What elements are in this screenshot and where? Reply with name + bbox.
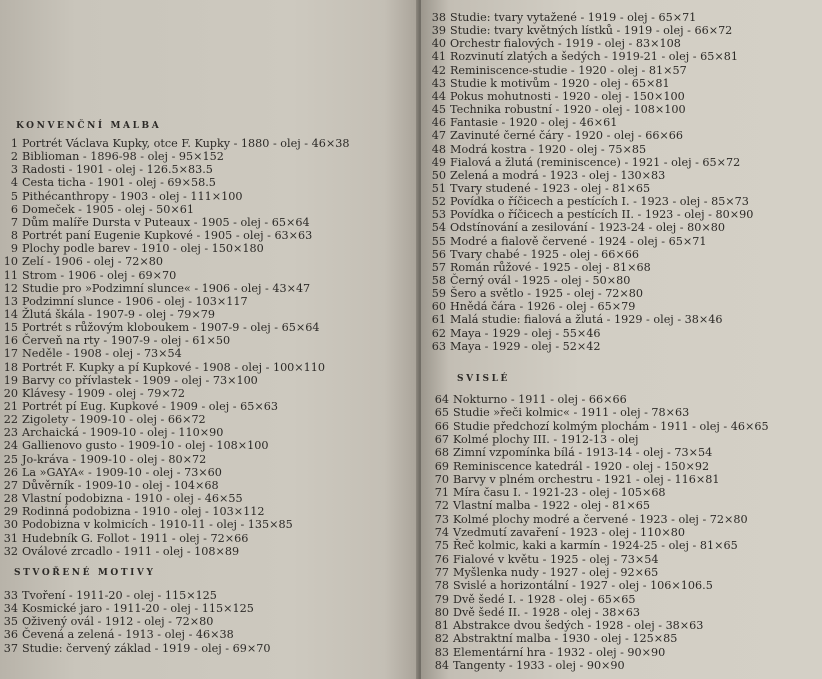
entry-text: Řeč kolmic, kaki a karmín - 1924-25 - olej - 81×65: [453, 539, 738, 553]
entry-text: Studie předchozí kolmým plochám - 1911 - olej - 46×65: [453, 419, 769, 433]
entry-text: Vzedmutí zavaření - 1923 - olej - 110×80: [453, 526, 686, 539]
entry-number: 9: [10, 242, 18, 256]
catalog-entry: [428, 248, 639, 261]
catalog-entry: [431, 593, 636, 606]
catalog-entry: [428, 103, 686, 116]
entry-text: Povídka o říčicech a pestících II. - 1923 - olej - 80×90: [450, 208, 754, 222]
entry-number: 49: [431, 155, 446, 169]
entry-number: 28: [3, 492, 18, 506]
catalog-entry: [0, 295, 248, 308]
entry-text: Portrét Václava Kupky, otce F. Kupky - 1880 - olej - 46×38: [22, 137, 350, 150]
entry-number: 6: [10, 202, 18, 216]
entry-number: 33: [3, 589, 18, 602]
entry-number: 62: [431, 326, 446, 340]
catalog-entry: [0, 334, 230, 347]
catalog-entry: [0, 492, 243, 505]
catalog-entry: [428, 261, 651, 274]
entry-text: Jo-kráva - 1909-10 - olej - 80×72: [22, 452, 207, 466]
catalog-entry: [0, 216, 310, 229]
entry-text: Dvě šedé II. - 1928 - olej - 38×63: [453, 605, 640, 619]
catalog-entry: [0, 387, 185, 400]
catalog-entry: [431, 473, 720, 486]
catalog-entry: [0, 163, 213, 176]
right-page: [421, 0, 822, 679]
catalog-entry: [0, 400, 278, 413]
catalog-entry: [431, 632, 677, 645]
entry-text: Důvěrník - 1909-10 - olej - 104×68: [22, 478, 219, 492]
entry-text: Oživený ovál - 1912 - olej - 72×80: [22, 615, 214, 629]
catalog-entry: [0, 150, 224, 163]
catalog-entry: [431, 566, 658, 579]
entry-number: 67: [434, 432, 449, 446]
entry-text: Reminiscence katedrál - 1920 - olej - 150×92: [453, 459, 710, 473]
entry-number: 75: [434, 539, 449, 553]
catalog-entry: [0, 269, 176, 282]
entry-text: Strom - 1906 - olej - 69×70: [22, 268, 177, 282]
entry-text: Černý ovál - 1925 - olej - 50×80: [450, 274, 631, 287]
entry-number: 2: [10, 150, 18, 164]
entry-number: 41: [431, 50, 446, 64]
entry-text: Tvoření - 1911-20 - olej - 115×125: [22, 589, 217, 602]
catalog-entry: [428, 169, 665, 182]
entry-number: 11: [3, 268, 18, 282]
entry-text: Fialové v květu - 1925 - olej - 73×54: [453, 552, 659, 566]
entry-number: 38: [431, 11, 446, 24]
entry-number: 76: [434, 552, 449, 566]
catalog-entry: [0, 347, 182, 360]
entry-number: 37: [3, 641, 18, 655]
entry-number: 74: [434, 526, 449, 539]
entry-number: 55: [431, 234, 446, 248]
catalog-entry: [0, 642, 270, 655]
catalog-entry: [0, 532, 248, 545]
entry-text: Archaická - 1909-10 - olej - 110×90: [22, 426, 224, 440]
catalog-entry: [0, 242, 264, 255]
entry-number: 12: [3, 281, 18, 295]
entry-number: 73: [434, 512, 449, 526]
entry-text: Podzimní slunce - 1906 - olej - 103×117: [22, 294, 248, 308]
entry-text: Studie: tvary květných lístků - 1919 - olej - 66×72: [450, 24, 733, 38]
catalog-entry: [0, 255, 163, 268]
entry-number: 31: [3, 531, 18, 545]
entry-text: Modrá kostra - 1920 - olej - 75×85: [450, 142, 647, 156]
entry-text: Gallienovo gusto - 1909-10 - olej - 108×100: [22, 439, 269, 453]
catalog-entry: [428, 37, 681, 50]
entry-text: Plochy podle barev - 1910 - olej - 150×180: [22, 242, 264, 256]
entry-number: 51: [431, 181, 446, 195]
entry-text: Zigolety - 1909-10 - olej - 66×72: [22, 413, 206, 427]
entry-number: 23: [3, 426, 18, 440]
entry-text: Technika robustní - 1920 - olej - 108×100: [450, 103, 686, 117]
entry-text: Pokus mohutnosti - 1920 - olej - 150×100: [450, 89, 685, 103]
entry-text: Hnědá čára - 1926 - olej - 65×79: [450, 300, 636, 314]
entry-text: Červeň na rty - 1907-9 - olej - 61×50: [22, 334, 231, 348]
catalog-entry: [431, 619, 703, 632]
entry-text: Portrét pí Eug. Kupkové - 1909 - olej - 65×63: [22, 400, 278, 413]
entry-text: Barvy v plném orchestru - 1921 - olej - 116×81: [453, 472, 720, 486]
entry-text: Kolmé plochy modré a červené - 1923 - olej - 72×80: [453, 512, 748, 526]
entry-text: Pithécanthropy - 1903 - olej - 111×100: [22, 189, 243, 203]
entry-number: 1: [10, 137, 18, 150]
entry-text: Studie k motivům - 1920 - olej - 65×81: [450, 76, 670, 90]
entry-number: 60: [431, 300, 446, 314]
entry-number: 26: [3, 465, 18, 479]
catalog-entry: [0, 308, 215, 321]
entry-number: 17: [3, 347, 18, 361]
entry-number: 58: [431, 274, 446, 287]
entry-text: Neděle - 1908 - olej - 73×54: [22, 347, 182, 361]
catalog-entry: [428, 24, 732, 37]
entry-text: Oválové zrcadlo - 1911 - olej - 108×89: [22, 544, 240, 558]
catalog-entry: [0, 374, 258, 387]
entry-number: 52: [431, 195, 446, 209]
entry-number: 19: [3, 373, 18, 387]
catalog-entry: [0, 602, 254, 615]
catalog-entry: [428, 77, 670, 90]
catalog-entry: [431, 659, 625, 672]
entry-text: Kolmé plochy III. - 1912-13 - olej: [453, 432, 639, 446]
entry-text: Zimní vzpomínka bílá - 1913-14 - olej - 73×54: [453, 446, 713, 460]
entry-text: Maya - 1929 - olej - 52×42: [450, 339, 601, 353]
entry-text: Portrét s růžovým kloboukem - 1907-9 - olej - 65×64: [22, 321, 320, 335]
entry-text: Míra času I. - 1921-23 - olej - 105×68: [453, 486, 666, 500]
entry-text: Podobizna v kolmicích - 1910-11 - olej - 135×85: [22, 518, 293, 532]
entry-number: 56: [431, 247, 446, 261]
catalog-entry: [431, 513, 748, 526]
entry-text: Šero a světlo - 1925 - olej - 72×80: [450, 287, 644, 301]
catalog-entry: [0, 426, 223, 439]
entry-text: Tvary studené - 1923 - olej - 81×65: [450, 181, 651, 195]
catalog-entry: [431, 539, 738, 552]
catalog-entry: [0, 413, 206, 426]
catalog-entry: [428, 11, 696, 24]
catalog-entry: [428, 143, 646, 156]
entry-number: 65: [434, 406, 449, 420]
entry-text: Svislé a horizontální - 1927 - olej - 106×106.5: [453, 579, 713, 593]
entry-text: Cesta ticha - 1901 - olej - 69×58.5: [22, 176, 216, 190]
entry-number: 16: [3, 334, 18, 348]
catalog-entry: [428, 221, 725, 234]
entry-number: 46: [431, 116, 446, 130]
entry-number: 54: [431, 221, 446, 235]
catalog-entry: [428, 274, 630, 287]
catalog-entry: [0, 439, 269, 452]
entry-number: 20: [3, 386, 18, 400]
entry-text: Odstínování a zesilování - 1923-24 - olej - 80×80: [450, 221, 725, 235]
entry-number: 3: [10, 163, 18, 177]
entry-text: Radosti - 1901 - olej - 126.5×83.5: [22, 163, 213, 177]
entry-text: Portrét F. Kupky a pí Kupkové - 1908 - olej - 100×110: [22, 360, 326, 374]
catalog-entry: [0, 321, 319, 334]
catalog-entry: [0, 137, 349, 150]
entry-number: 18: [3, 360, 18, 374]
catalog-entry: [0, 505, 264, 518]
entry-number: 79: [434, 592, 449, 606]
catalog-entry: [428, 64, 687, 77]
catalog-entry: [428, 235, 706, 248]
entry-number: 24: [3, 439, 18, 453]
entry-number: 42: [431, 63, 446, 77]
entry-text: Fantasie - 1920 - olej - 46×61: [450, 116, 618, 130]
catalog-entry: [428, 313, 723, 326]
entry-text: Myšlenka nudy - 1927 - olej - 92×65: [453, 565, 659, 579]
catalog-entry: [431, 460, 709, 473]
entry-text: Studie pro »Podzimní slunce« - 1906 - olej - 43×47: [22, 281, 311, 295]
entry-text: Klávesy - 1909 - olej - 79×72: [22, 386, 186, 400]
section-heading: STVOŘENÉ MOTIVY: [14, 568, 156, 578]
entry-number: 82: [434, 632, 449, 646]
catalog-entry: [431, 499, 650, 512]
entry-number: 15: [3, 321, 18, 335]
entry-number: 10: [3, 255, 18, 269]
entry-text: Abstraktní malba - 1930 - olej - 125×85: [453, 632, 678, 646]
catalog-entry: [0, 479, 219, 492]
entry-number: 50: [431, 168, 446, 182]
catalog-entry: [0, 190, 242, 203]
catalog-entry: [431, 393, 627, 406]
entry-text: Reminiscence-studie - 1920 - olej - 81×57: [450, 63, 687, 77]
entry-number: 14: [3, 307, 18, 321]
catalog-entry: [431, 406, 689, 419]
entry-text: Román růžové - 1925 - olej - 81×68: [450, 260, 651, 274]
entry-number: 63: [431, 339, 446, 353]
catalog-entry: [428, 300, 635, 313]
entry-text: Studie »řeči kolmic« - 1911 - olej - 78×63: [453, 406, 690, 420]
catalog-entry: [428, 156, 740, 169]
entry-number: 25: [3, 452, 18, 466]
entry-text: Barvy co přívlastek - 1909 - olej - 73×100: [22, 373, 258, 387]
entry-number: 5: [10, 189, 18, 203]
catalog-entry: [0, 466, 222, 479]
entry-text: Orchestr fialových - 1919 - olej - 83×108: [450, 37, 681, 51]
entry-number: 80: [434, 605, 449, 619]
entry-text: Nokturno - 1911 - olej - 66×66: [453, 393, 627, 406]
catalog-entry: [428, 327, 601, 340]
entry-text: Abstrakce dvou šedých - 1928 - olej - 38×63: [453, 619, 704, 633]
section-heading: SVISLÉ: [457, 374, 510, 384]
catalog-entry: [0, 615, 213, 628]
catalog-entry: [431, 646, 665, 659]
catalog-entry: [0, 628, 234, 641]
entry-number: 30: [3, 518, 18, 532]
entry-number: 44: [431, 89, 446, 103]
catalog-entry: [428, 195, 749, 208]
entry-number: 4: [10, 176, 18, 190]
entry-number: 70: [434, 472, 449, 486]
entry-number: 72: [434, 499, 449, 513]
entry-number: 43: [431, 76, 446, 90]
entry-text: Fialová a žlutá (reminiscence) - 1921 - olej - 65×72: [450, 155, 741, 169]
catalog-entry: [428, 287, 643, 300]
catalog-entry: [431, 433, 638, 446]
catalog-entry: [428, 50, 738, 63]
entry-number: 21: [3, 400, 18, 413]
entry-number: 57: [431, 260, 446, 274]
catalog-entry: [431, 606, 640, 619]
catalog-entry: [0, 282, 310, 295]
entry-text: Zelí - 1906 - olej - 72×80: [22, 255, 163, 269]
entry-number: 66: [434, 419, 449, 433]
entry-number: 40: [431, 37, 446, 51]
catalog-entry: [428, 129, 683, 142]
entry-text: Rozvinutí zlatých a šedých - 1919-21 - olej - 65×81: [450, 50, 738, 64]
entry-number: 53: [431, 208, 446, 222]
catalog-entry: [431, 446, 712, 459]
entry-text: Tvary chabé - 1925 - olej - 66×66: [450, 247, 639, 261]
entry-text: Studie: tvary vytažené - 1919 - olej - 65×71: [450, 11, 697, 24]
entry-text: Zelená a modrá - 1923 - olej - 130×83: [450, 168, 666, 182]
entry-number: 32: [3, 544, 18, 558]
catalog-entry: [431, 579, 713, 592]
catalog-entry: [428, 208, 753, 221]
catalog-entry: [431, 486, 666, 499]
entry-number: 68: [434, 446, 449, 460]
catalog-entry: [431, 553, 659, 566]
catalog-entry: [0, 545, 239, 558]
entry-number: 78: [434, 579, 449, 593]
entry-text: Dvě šedé I. - 1928 - olej - 65×65: [453, 592, 636, 606]
catalog-entry: [428, 182, 650, 195]
entry-number: 83: [434, 645, 449, 659]
entry-text: Povídka o říčicech a pestících I. - 1923 - olej - 85×73: [450, 195, 749, 209]
entry-number: 13: [3, 294, 18, 308]
entry-number: 61: [431, 313, 446, 327]
entry-number: 8: [10, 229, 18, 243]
catalog-entry: [0, 589, 217, 602]
entry-text: Dům malíře Dursta v Puteaux - 1905 - olej - 65×64: [22, 215, 310, 229]
entry-number: 47: [431, 129, 446, 143]
entry-text: Portrét paní Eugenie Kupkové - 1905 - olej - 63×63: [22, 229, 313, 243]
entry-number: 29: [3, 505, 18, 519]
entry-text: Žlutá škála - 1907-9 - olej - 79×79: [22, 307, 216, 321]
entry-number: 7: [10, 215, 18, 229]
section-heading: KONVENČNÍ MALBA: [16, 121, 162, 131]
entry-text: Domeček - 1905 - olej - 50×61: [22, 202, 194, 216]
entry-number: 69: [434, 459, 449, 473]
entry-number: 34: [3, 602, 18, 616]
catalog-entry: [428, 116, 617, 129]
entry-number: 64: [434, 393, 449, 406]
entry-text: Vlastní malba - 1922 - olej - 81×65: [453, 499, 650, 513]
catalog-entry: [0, 361, 325, 374]
entry-number: 84: [434, 659, 449, 672]
entry-text: Maya - 1929 - olej - 55×46: [450, 326, 601, 340]
catalog-entry: [0, 229, 312, 242]
entry-text: Malá studie: fialová a žlutá - 1929 - olej - 38×46: [450, 313, 723, 327]
entry-text: Vlastní podobizna - 1910 - olej - 46×55: [22, 492, 243, 506]
entry-number: 77: [434, 565, 449, 579]
entry-text: La »GAYA« - 1909-10 - olej - 73×60: [22, 465, 222, 479]
entry-text: Modré a fialově červené - 1924 - olej - 65×71: [450, 234, 707, 248]
entry-text: Kosmické jaro - 1911-20 - olej - 115×125: [22, 602, 254, 616]
entry-number: 36: [3, 628, 18, 642]
entry-number: 22: [3, 413, 18, 427]
entry-text: Zavinuté černé čáry - 1920 - olej - 66×66: [450, 129, 684, 143]
entry-number: 27: [3, 478, 18, 492]
entry-text: Studie: červený základ - 1919 - olej - 69×70: [22, 641, 271, 655]
entry-text: Čevená a zelená - 1913 - olej - 46×38: [22, 628, 234, 642]
entry-number: 59: [431, 287, 446, 301]
entry-number: 48: [431, 142, 446, 156]
entry-number: 35: [3, 615, 18, 629]
entry-text: Elementární hra - 1932 - olej - 90×90: [453, 645, 666, 659]
catalog-entry: [428, 90, 685, 103]
entry-number: 45: [431, 103, 446, 117]
catalog-entry: [431, 420, 769, 433]
entry-number: 81: [434, 619, 449, 633]
catalog-entry: [0, 453, 206, 466]
catalog-entry: [0, 176, 216, 189]
catalog-entry: [431, 526, 685, 539]
catalog-entry: [0, 518, 293, 531]
catalog-entry: [0, 203, 194, 216]
entry-text: Tangenty - 1933 - olej - 90×90: [453, 659, 625, 672]
entry-number: 71: [434, 486, 449, 500]
entry-number: 39: [431, 24, 446, 38]
entry-text: Hudebník G. Follot - 1911 - olej - 72×66: [22, 531, 249, 545]
entry-text: Biblioman - 1896-98 - olej - 95×152: [22, 150, 224, 164]
catalog-entry: [428, 340, 601, 353]
entry-text: Rodinná podobizna - 1910 - olej - 103×112: [22, 505, 265, 519]
